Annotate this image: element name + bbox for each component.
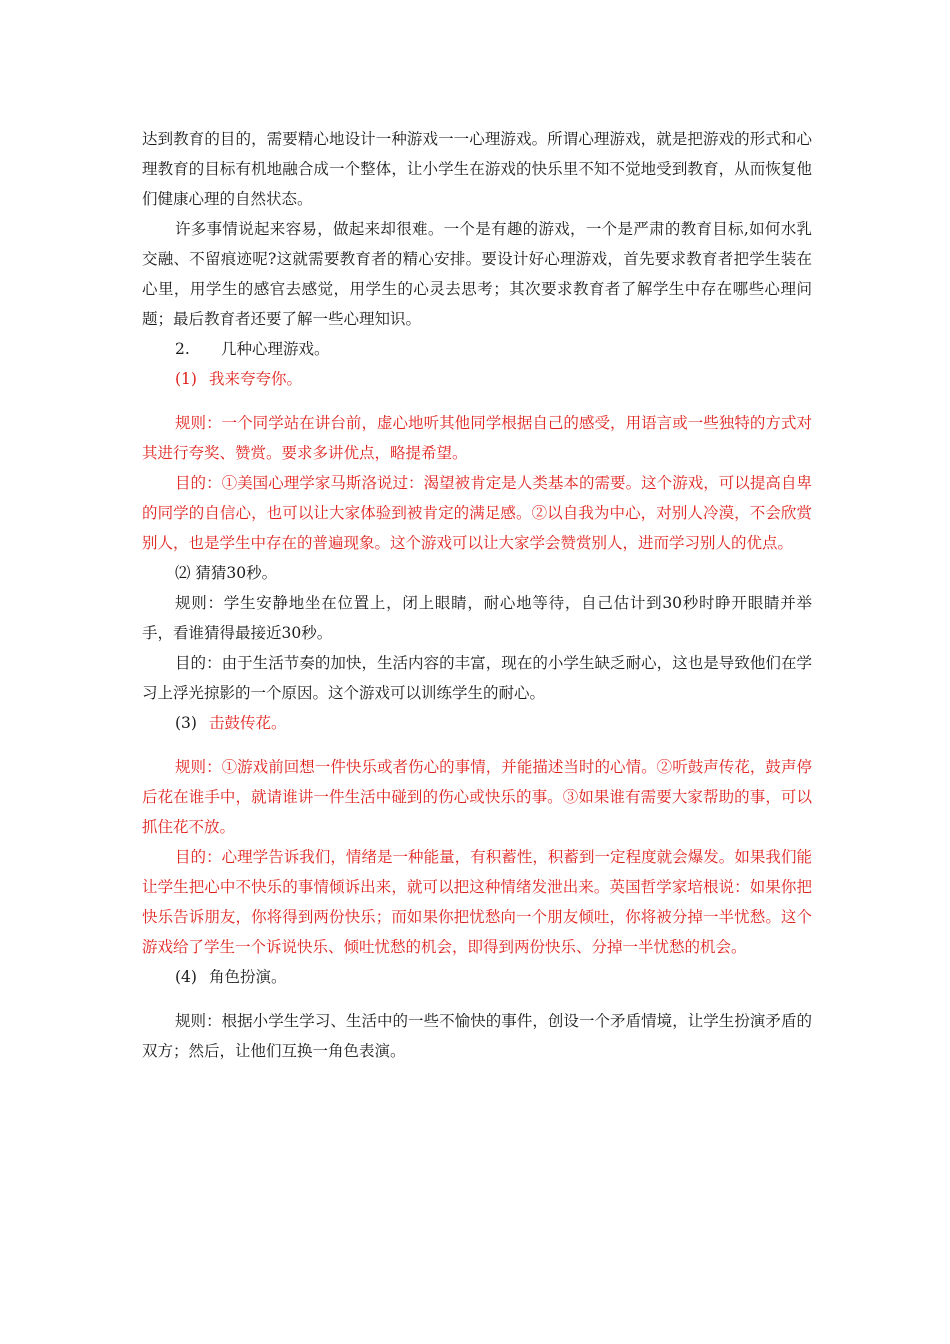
game2-heading (142, 558, 812, 588)
game2-purpose: 目的：由于生活节奏的加快，生活内容的丰富，现在的小学生缺乏耐心，这也是导致他们在学习上浮光掠影的一个原因。这个游戏可以训练学生的耐心。 (142, 654, 812, 702)
game3-number: (3) (175, 714, 197, 732)
game3-heading (142, 708, 812, 738)
design-paragraph: 许多事情说起来容易，做起来却很难。一个是有趣的游戏，一个是严肃的教育目标,如何水乳交融、不留痕迹呢?这就需要教育者的精心安排。要设计好心理游戏，首先要求教育者把学生装在心里，用学生的感官去感觉，用学生的心灵去思考；其次要求教育者了解学生中存在哪些心理问题；最后教育者还要了解一些心理知识。 (142, 220, 812, 328)
game2-title: ⑵ 猜猜30秒。 (175, 564, 278, 582)
section-heading (142, 334, 812, 364)
game1-heading (142, 364, 812, 394)
section-number: 2. (175, 340, 190, 358)
game2-rule: 规则：学生安静地坐在位置上，闭上眼睛，耐心地等待，自己估计到30秒时睁开眼睛并举手，看谁猜得最接近30秒。 (142, 594, 812, 642)
document-page (142, 124, 812, 1066)
game1-number: (1) (175, 370, 197, 388)
game4-number: (4) (175, 968, 197, 986)
game3-purpose: 目的：心理学告诉我们，情绪是一种能量，有积蓄性，积蓄到一定程度就会爆发。如果我们能让学生把心中不快乐的事情倾诉出来，就可以把这种情绪发泄出来。英国哲学家培根说：如果你把快乐告诉朋友，你将得到两份快乐；而如果你把忧愁向一个朋友倾吐，你将被分掉一半忧愁。这个游戏给了学生一个诉说快乐、倾吐忧愁的机会，即得到两份快乐、分掉一半忧愁的机会。 (142, 848, 812, 956)
game1-purpose: 目的：①美国心理学家马斯洛说过：渴望被肯定是人类基本的需要。这个游戏，可以提高自卑的同学的自信心，也可以让大家体验到被肯定的满足感。②以自我为中心，对别人冷漠，不会欣赏别人，也是学生中存在的普遍现象。这个游戏可以让大家学会赞赏别人，进而学习别人的优点。 (142, 474, 812, 552)
section-title: 几种心理游戏。 (221, 340, 330, 358)
intro-paragraph: 达到教育的目的，需要精心地设计一种游戏一一心理游戏。所谓心理游戏，就是把游戏的形式和心理教育的目标有机地融合成一个整体，让小学生在游戏的快乐里不知不觉地受到教育，从而恢复他们健康心理的自然状态。 (142, 130, 812, 208)
game4-rule: 规则：根据小学生学习、生活中的一些不愉快的事件，创设一个矛盾情境，让学生扮演矛盾的双方；然后，让他们互换一角色表演。 (142, 1012, 812, 1060)
game3-title: 击鼓传花。 (209, 714, 287, 732)
game4-title: 角色扮演。 (209, 968, 287, 986)
game1-rule: 规则：一个同学站在讲台前，虚心地听其他同学根据自己的感受，用语言或一些独特的方式对其进行夸奖、赞赏。要求多讲优点，略提希望。 (142, 414, 812, 462)
game4-heading (142, 962, 812, 992)
game3-rule: 规则：①游戏前回想一件快乐或者伤心的事情，并能描述当时的心情。②听鼓声传花，鼓声停后花在谁手中，就请谁讲一件生活中碰到的伤心或快乐的事。③如果谁有需要大家帮助的事，可以抓住花不放。 (142, 758, 812, 836)
game1-title: 我来夸夸你。 (209, 370, 303, 388)
